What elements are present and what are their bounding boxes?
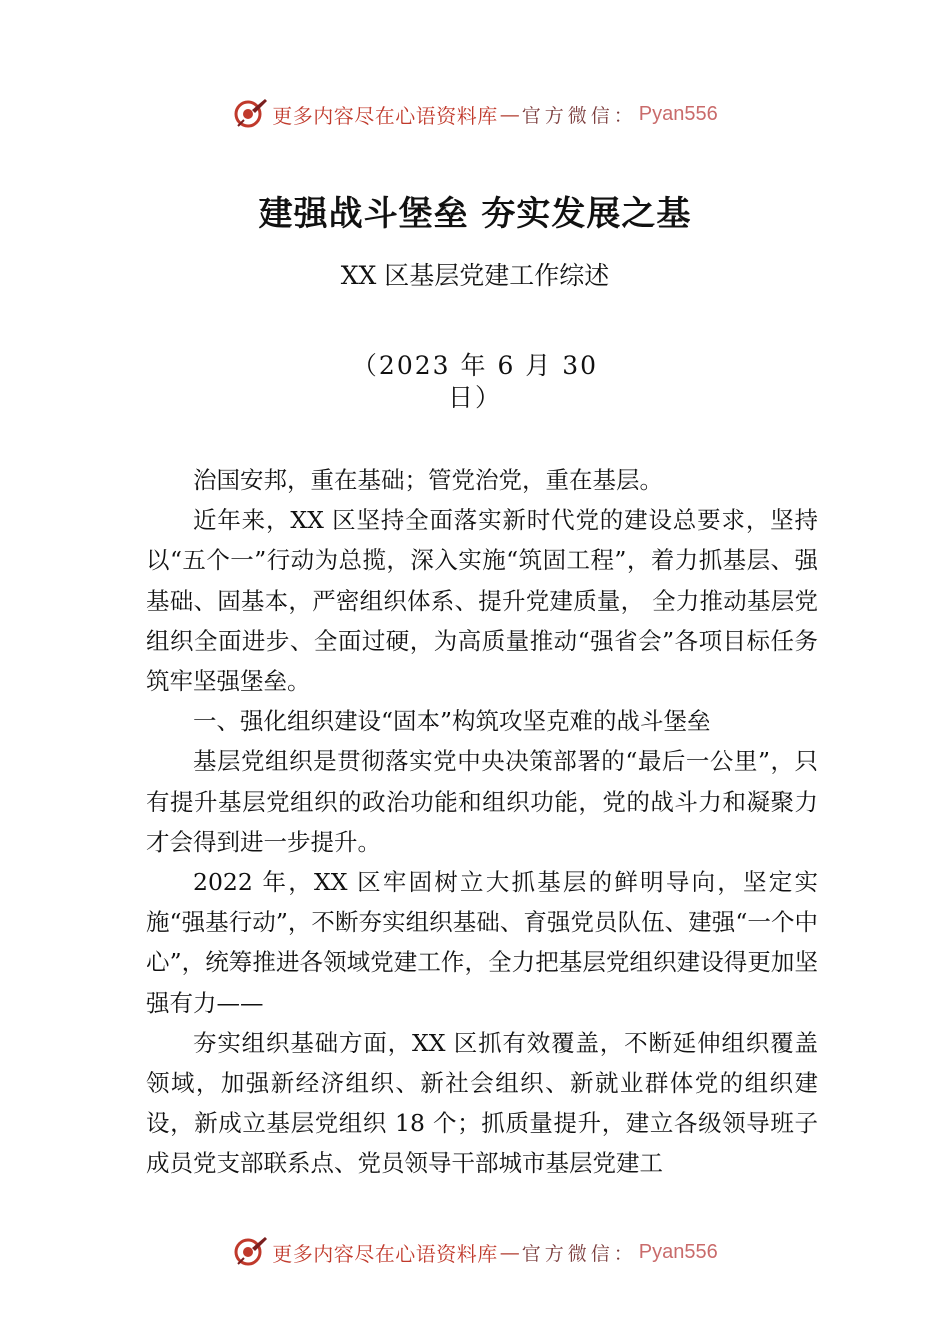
document-body (146, 460, 818, 1184)
watermark-wechat-label: 官方微信： (521, 1242, 637, 1265)
watermark-text: 更多内容尽在心语资料库 (272, 1241, 498, 1266)
paragraph: 基层党组织是贯彻落实党中央决策部署的“最后一公里”，只有提升基层党组织的政治功能和组织功能，党的战斗力和凝聚力才会得到进一步提升。 (146, 747, 818, 856)
pen-logo-icon (232, 96, 268, 132)
document-subtitle: XX 区基层党建工作综述 (340, 261, 610, 290)
paragraph: 治国安邦，重在基础；管党治党，重在基层。 (193, 466, 663, 494)
footer-watermark (0, 1232, 950, 1272)
document-title: 建强战斗堡垒 夯实发展之基 (258, 194, 692, 234)
section-heading: 一、强化组织建设“固本”构筑攻坚克难的战斗堡垒 (193, 707, 711, 736)
document-date: （2023 年 6 月 30 日） (351, 351, 599, 412)
watermark-text: 更多内容尽在心语资料库 (272, 103, 498, 128)
watermark-separator: — (499, 102, 520, 126)
watermark-wechat-label: 官方微信： (521, 104, 637, 127)
pen-logo-icon (232, 1234, 268, 1270)
header-watermark (0, 94, 950, 134)
paragraph: 近年来，XX 区坚持全面落实新时代党的建设总要求，坚持以“五个一”行动为总揽，深入实施“筑固工程”，着力抓基层、强基础、固基本，严密组织体系、提升党建质量， 全力推动基层党组织全面进步、全面过硬，为高质量推动“强省会”各项目标任务筑牢坚强堡垒。 (146, 506, 818, 696)
watermark-separator: — (499, 1240, 520, 1264)
watermark-wechat-id: Pyan556 (638, 102, 718, 125)
watermark-wechat-id: Pyan556 (638, 1240, 718, 1263)
paragraph: 夯实组织基础方面，XX 区抓有效覆盖，不断延伸组织覆盖领域，加强新经济组织、新社会组织、新就业群体党的组织建设，新成立基层党组织 18 个；抓质量提升，建立各级领导班子成员党支部联系点、党员领导干部城市基层党建工 (146, 1028, 818, 1178)
paragraph: 2022 年，XX 区牢固树立大抓基层的鲜明导向，坚定实施“强基行动”，不断夯实组织基础、育强党员队伍、建强“一个中心”，统筹推进各领域党建工作，全力把基层党组织建设得更加坚强有力—— (146, 868, 818, 1017)
